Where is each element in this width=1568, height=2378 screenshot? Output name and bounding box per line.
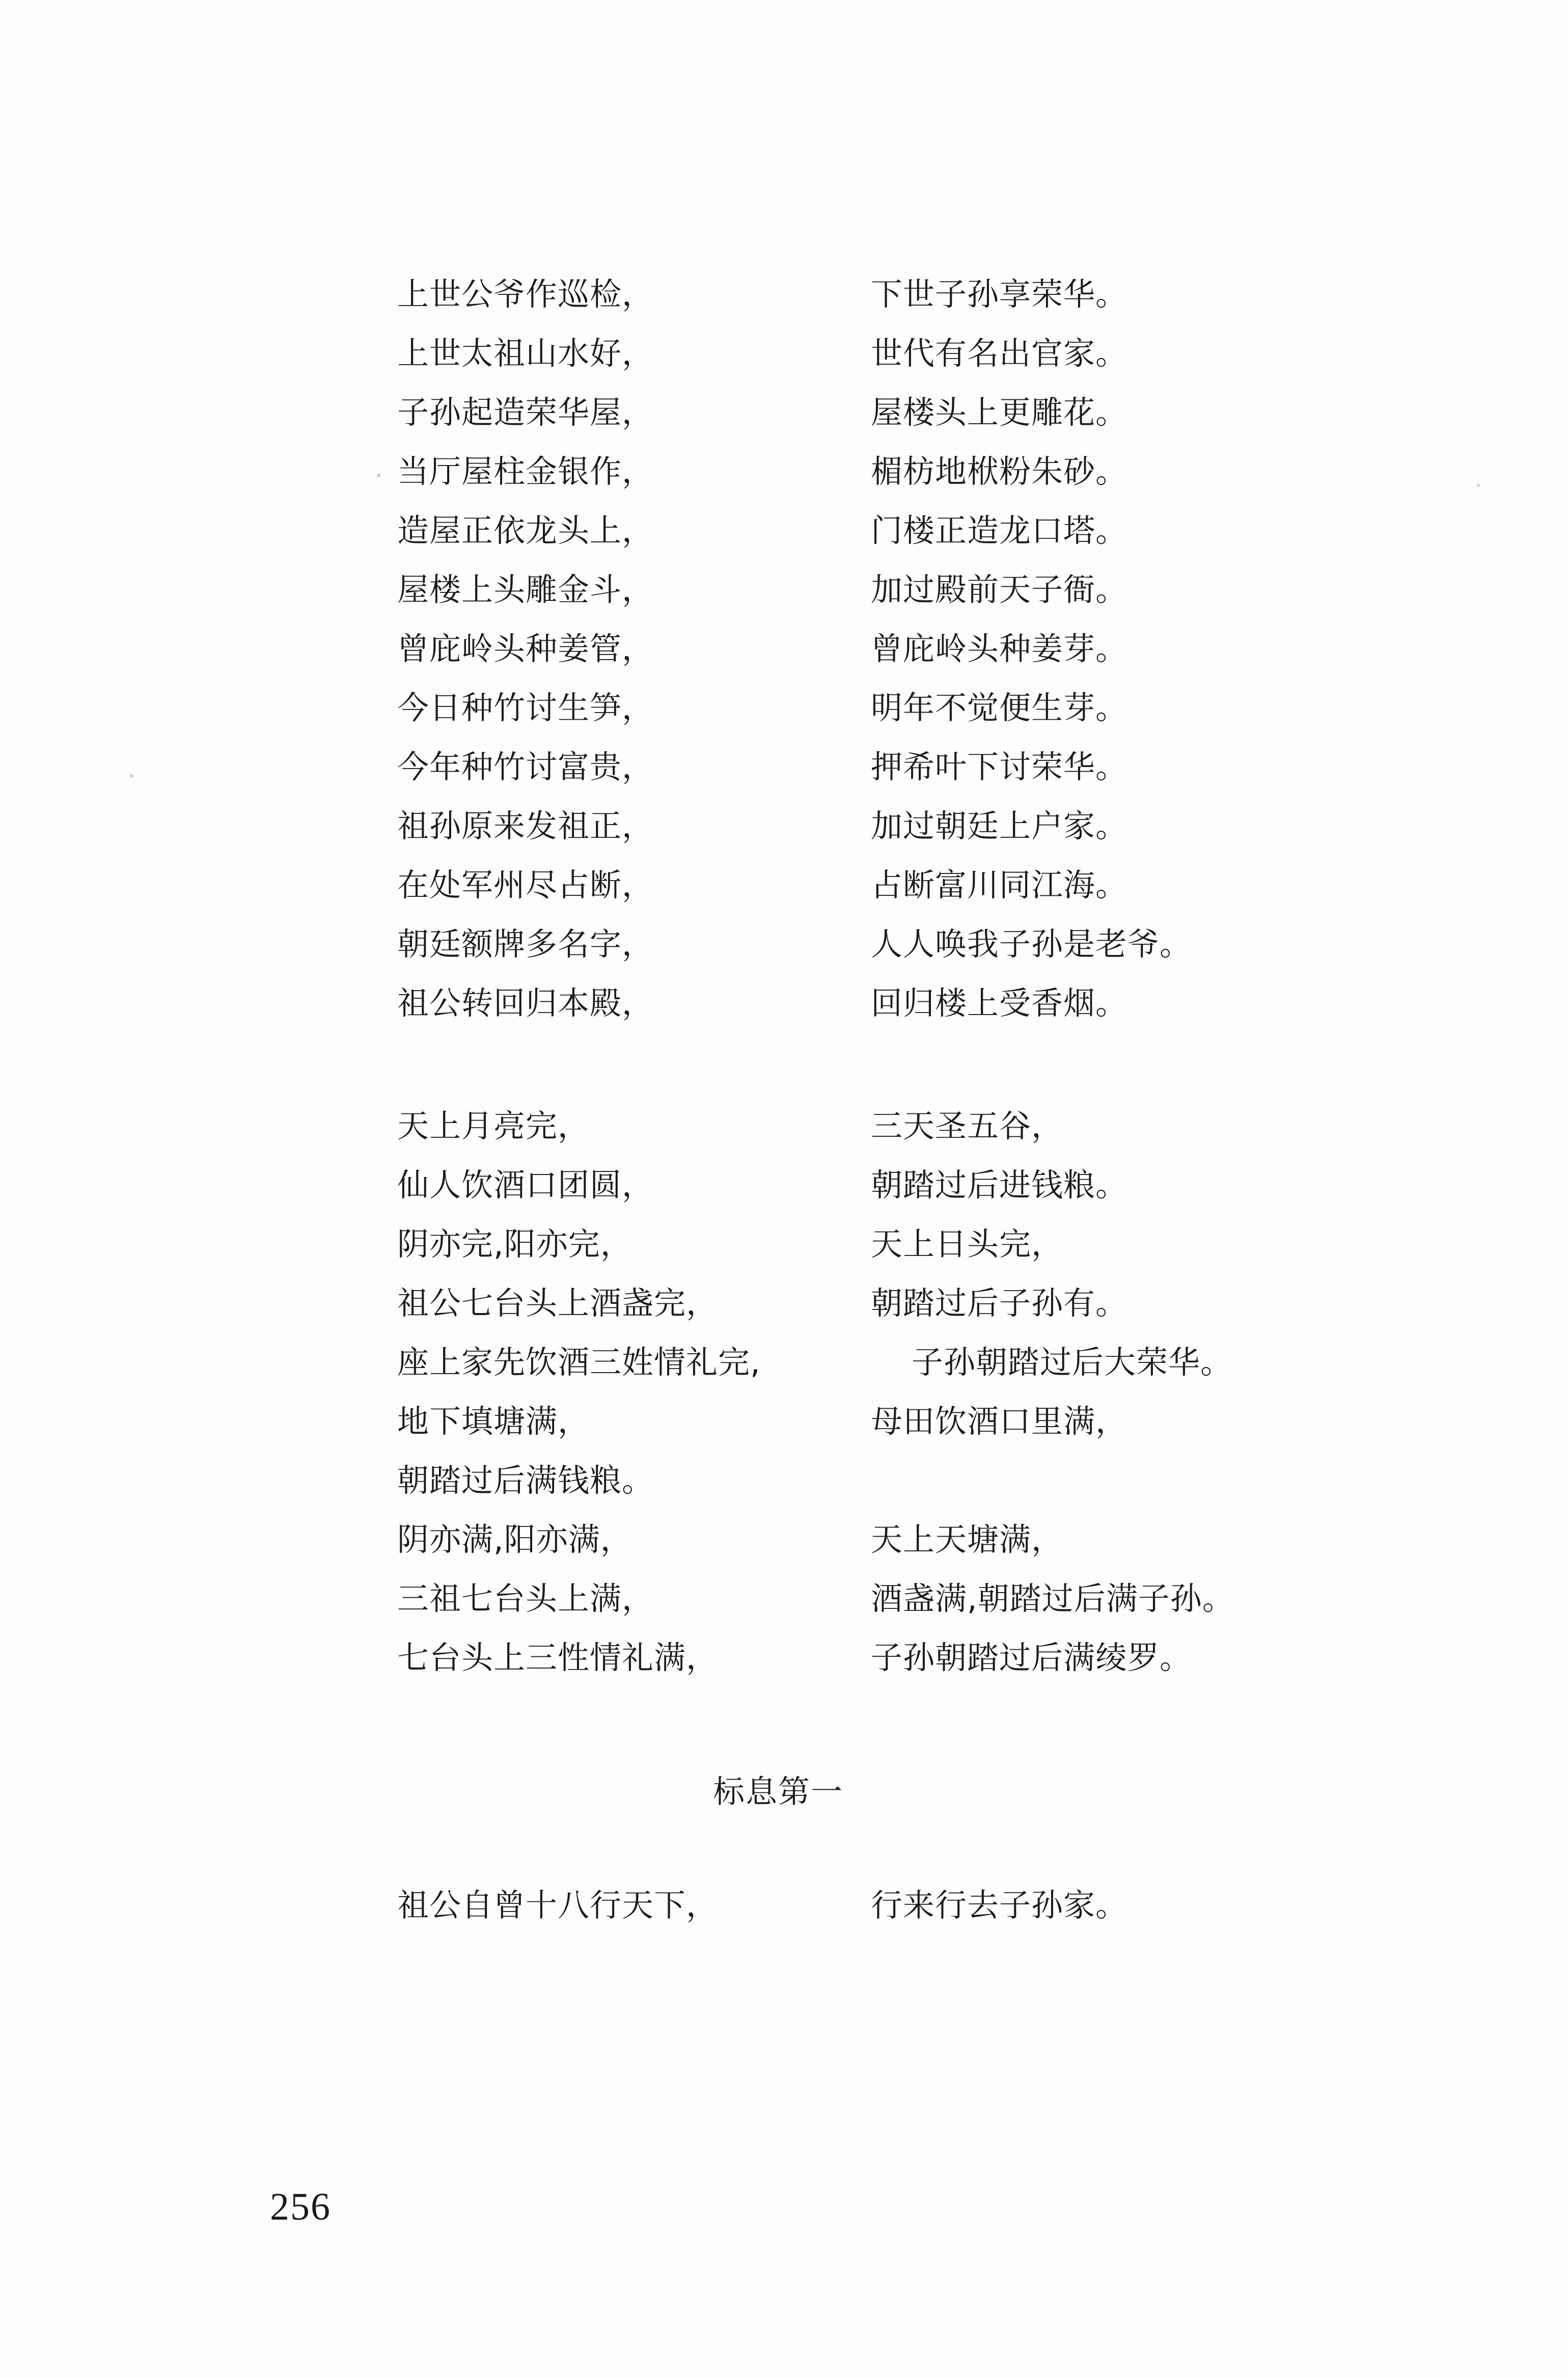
verse-left: 祖孙原来发祖正， bbox=[397, 807, 654, 844]
stanza-3 bbox=[397, 1876, 1365, 1935]
scan-speck bbox=[377, 474, 380, 477]
verse-left: 今日种竹讨生笋， bbox=[397, 689, 654, 726]
verse-line bbox=[397, 856, 1365, 915]
verse-line bbox=[397, 1451, 1365, 1510]
verse-left: 三祖七台头上满， bbox=[397, 1580, 654, 1617]
verse-line bbox=[397, 1215, 1365, 1274]
verse-right: 押希叶下讨荣华。 bbox=[871, 748, 1128, 785]
verse-right: 人人唤我子孙是老爷。 bbox=[871, 925, 1192, 963]
verse-left: 仙人饮酒口团圆， bbox=[397, 1166, 654, 1204]
verse-line bbox=[397, 1628, 1365, 1687]
verse-left: 当厅屋柱金银作， bbox=[397, 453, 654, 490]
verse-left: 在处军州尽占断， bbox=[397, 866, 654, 904]
verse-left: 造屋正依龙头上， bbox=[397, 512, 654, 549]
verse-right: 下世子孙享荣华。 bbox=[871, 276, 1128, 313]
verse-right: 子孙朝踏过后大荣华。 bbox=[912, 1344, 1233, 1381]
verse-line bbox=[397, 1876, 1365, 1935]
verse-right: 加过殿前天子衙。 bbox=[871, 571, 1128, 608]
verse-right: 天上日头完， bbox=[871, 1225, 1064, 1263]
verse-left: 天上月亮完， bbox=[397, 1107, 590, 1144]
verse-line bbox=[397, 324, 1365, 383]
verse-left: 今年种竹讨富贵， bbox=[397, 748, 654, 785]
stanza-2 bbox=[397, 1097, 1365, 1687]
verse-left: 上世公爷作巡检， bbox=[397, 276, 654, 313]
verse-right: 占断富川同江海。 bbox=[871, 866, 1128, 904]
verse-right: 三天圣五谷， bbox=[871, 1107, 1064, 1144]
verse-left: 七台头上三性情礼满， bbox=[397, 1639, 719, 1676]
verse-left: 祖公七台头上酒盏完， bbox=[397, 1284, 719, 1322]
verse-right: 母田饮酒口里满， bbox=[871, 1403, 1128, 1440]
verse-line bbox=[397, 974, 1365, 1033]
verse-left: 子孙起造荣华屋， bbox=[397, 394, 654, 431]
verse-left: 祖公转回归本殿， bbox=[397, 985, 654, 1022]
verse-left: 朝廷额牌多名字， bbox=[397, 925, 654, 963]
verse-right: 门楼正造龙口塔。 bbox=[871, 512, 1128, 549]
verse-right: 楣枋地栿粉朱砂。 bbox=[871, 453, 1128, 490]
section-title: 标息第一 bbox=[713, 1773, 844, 1810]
scan-speck bbox=[1477, 484, 1480, 487]
verse-line bbox=[397, 797, 1365, 856]
verse-line bbox=[397, 1274, 1365, 1333]
verse-right: 回归楼上受香烟。 bbox=[871, 985, 1128, 1022]
verse-right: 行来行去子孙家。 bbox=[871, 1887, 1128, 1924]
verse-line bbox=[397, 383, 1365, 442]
verse-right: 明年不觉便生芽。 bbox=[871, 689, 1128, 726]
verse-line bbox=[397, 1156, 1365, 1215]
verse-line bbox=[397, 1392, 1365, 1451]
verse-line bbox=[397, 915, 1365, 974]
scan-speck bbox=[130, 774, 133, 778]
verse-line bbox=[397, 1333, 1365, 1392]
verse-left: 座上家先饮酒三姓情礼完, bbox=[397, 1344, 761, 1381]
page-number: 256 bbox=[270, 2185, 331, 2228]
verse-line bbox=[397, 1569, 1365, 1628]
stanza-1 bbox=[397, 265, 1365, 1033]
verse-right: 子孙朝踏过后满绫罗。 bbox=[871, 1639, 1192, 1676]
verse-right: 酒盏满,朝踏过后满子孙。 bbox=[871, 1580, 1234, 1617]
verse-left: 地下填塘满， bbox=[397, 1403, 590, 1440]
verse-right: 屋楼头上更雕花。 bbox=[871, 394, 1128, 431]
verse-left: 曾庇岭头种姜管， bbox=[397, 630, 654, 667]
verse-line bbox=[397, 1097, 1365, 1156]
verse-left: 阴亦满,阳亦满， bbox=[397, 1521, 632, 1558]
verse-line bbox=[397, 619, 1365, 678]
verse-line bbox=[397, 560, 1365, 619]
verse-right: 世代有名出官家。 bbox=[871, 335, 1128, 372]
verse-line bbox=[397, 501, 1365, 560]
verse-line bbox=[397, 678, 1365, 737]
verse-left: 朝踏过后满钱粮。 bbox=[397, 1462, 654, 1499]
verse-left: 阴亦完,阳亦完， bbox=[397, 1225, 632, 1263]
page-body bbox=[397, 265, 1365, 1935]
verse-right: 朝踏过后进钱粮。 bbox=[871, 1166, 1128, 1204]
verse-line bbox=[397, 737, 1365, 797]
verse-right: 朝踏过后子孙有。 bbox=[871, 1284, 1128, 1322]
verse-left: 屋楼上头雕金斗， bbox=[397, 571, 654, 608]
verse-right: 曾庇岭头种姜芽。 bbox=[871, 630, 1128, 667]
verse-right: 天上天塘满， bbox=[871, 1521, 1064, 1558]
verse-line bbox=[397, 265, 1365, 324]
verse-line bbox=[397, 442, 1365, 501]
verse-left: 上世太祖山水好， bbox=[397, 335, 654, 372]
verse-line bbox=[397, 1510, 1365, 1569]
verse-right: 加过朝廷上户家。 bbox=[871, 807, 1128, 844]
verse-left: 祖公自曾十八行天下， bbox=[397, 1887, 719, 1924]
